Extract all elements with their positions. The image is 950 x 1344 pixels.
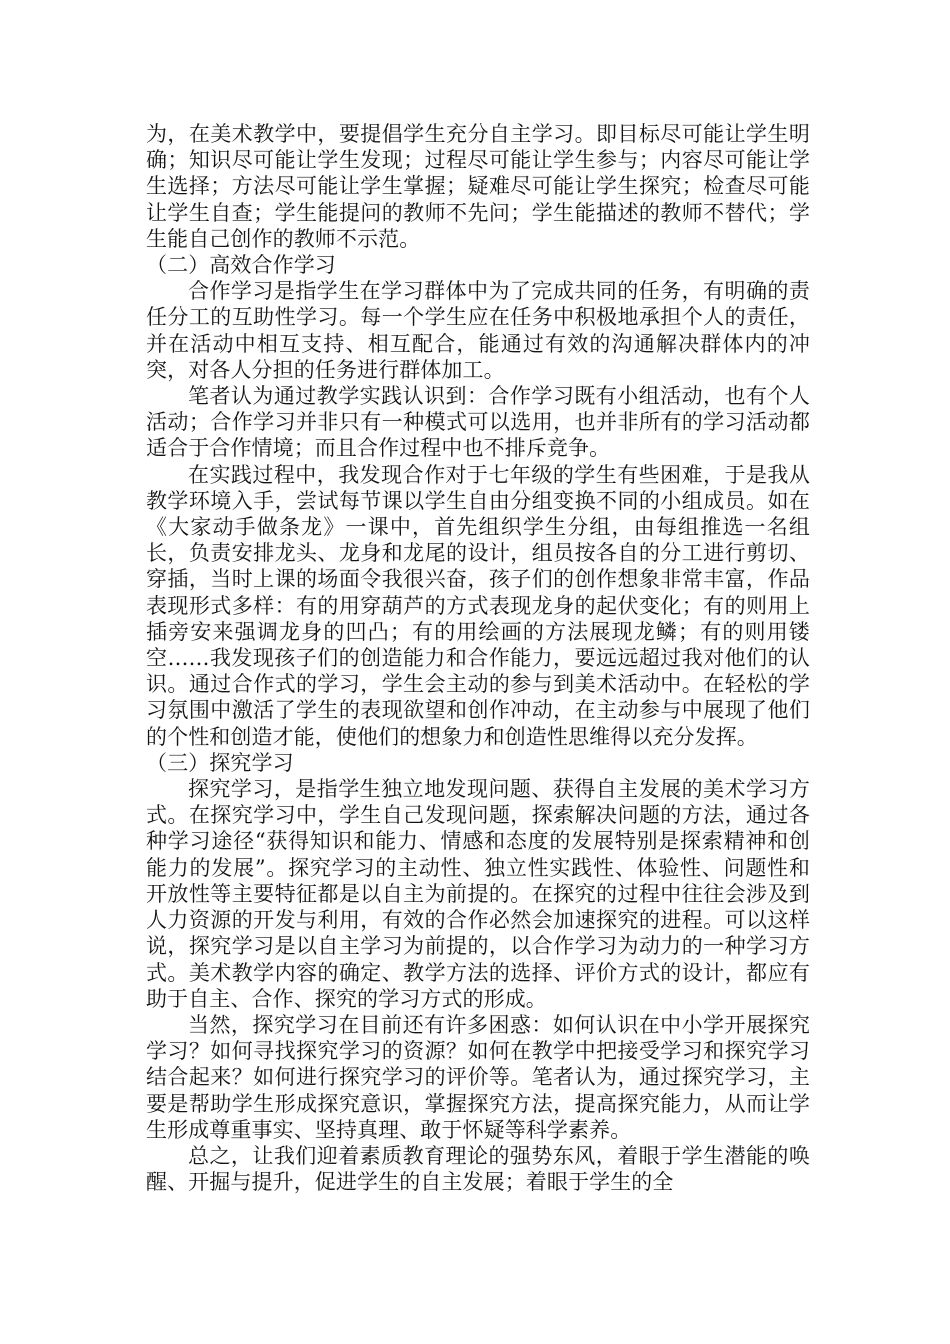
document-body — [146, 121, 810, 1195]
paragraph: 笔者认为通过教学实践认识到：合作学习既有小组活动，也有个人活动；合作学习并非只有一种模式可以选用，也并非所有的学习活动都适合于合作情境；而且合作过程中也不排斥竞争。 — [146, 384, 810, 461]
paragraph: 在实践过程中，我发现合作对于七年级的学生有些困难，于是我从教学环境入手，尝试每节课以学生自由分组变换不同的小组成员。如在《大家动手做条龙》一课中，首先组织学生分组，由每组推选一名组长，负责安排龙头、龙身和龙尾的设计，组员按各自的分工进行剪切、穿插，当时上课的场面令我很兴奋，孩子们的创作想象非常丰富，作品表现形式多样：有的用穿葫芦的方式表现龙身的起伏变化；有的则用上插旁安来强调龙身的凹凸；有的用绘画的方法展现龙鳞；有的则用镂空……我发现孩子们的创造能力和合作能力，要远远超过我对他们的认识。通过合作式的学习，学生会主动的参与到美术活动中。在轻松的学习氛围中激活了学生的表现欲望和创作冲动，在主动参与中展现了他们的个性和创造才能，使他们的想象力和创造性思维得以充分发挥。 — [146, 462, 810, 749]
paragraph-continuation: 为，在美术教学中，要提倡学生充分自主学习。即目标尽可能让学生明确；知识尽可能让学生发现；过程尽可能让学生参与；内容尽可能让学生选择；方法尽可能让学生掌握；疑难尽可能让学生探究；检查尽可能让学生自查；学生能提问的教师不先问；学生能描述的教师不替代；学生能自己创作的教师不示范。 — [146, 122, 810, 251]
section-heading-inquiry-learning: （三）探究学习 — [146, 750, 294, 775]
paragraph: 当然，探究学习在目前还有许多困惑：如何认识在中小学开展探究学习？如何寻找探究学习的资源？如何在教学中把接受学习和探究学习结合起来？如何进行探究学习的评价等。笔者认为，通过探究学习，主要是帮助学生形成探究意识，掌握探究方法，提高探究能力，从而让学生形成尊重事实、坚持真理、敢于怀疑等科学素养。 — [146, 1012, 810, 1142]
section-heading-cooperative-learning: （二）高效合作学习 — [146, 253, 336, 278]
paragraph: 总之，让我们迎着素质教育理论的强势东风，着眼于学生潜能的唤醒、开掘与提升，促进学生的自主发展；着眼于学生的全 — [146, 1143, 810, 1195]
paragraph: 合作学习是指学生在学习群体中为了完成共同的任务，有明确的责任分工的互助性学习。每一个学生应在任务中积极地承担个人的责任，并在活动中相互支持、相互配合，能通过有效的沟通解决群体内的冲突，对各人分担的任务进行群体加工。 — [146, 279, 810, 382]
paragraph: 探究学习，是指学生独立地发现问题、获得自主发展的美术学习方式。在探究学习中，学生自己发现问题，探索解决问题的方法，通过各种学习途径“获得知识和能力、情感和态度的发展特别是探索精神和创能力的发展”。探究学习的主动性、独立性实践性、体验性、问题性和开放性等主要特征都是以自主为前提的。在探究的过程中往往会涉及到人力资源的开发与利用，有效的合作必然会加速探究的进程。可以这样说，探究学习是以自主学习为前提的，以合作学习为动力的一种学习方式。美术教学内容的确定、教学方法的选择、评价方式的设计，都应有助于自主、合作、探究的学习方式的形成。 — [146, 777, 810, 1011]
